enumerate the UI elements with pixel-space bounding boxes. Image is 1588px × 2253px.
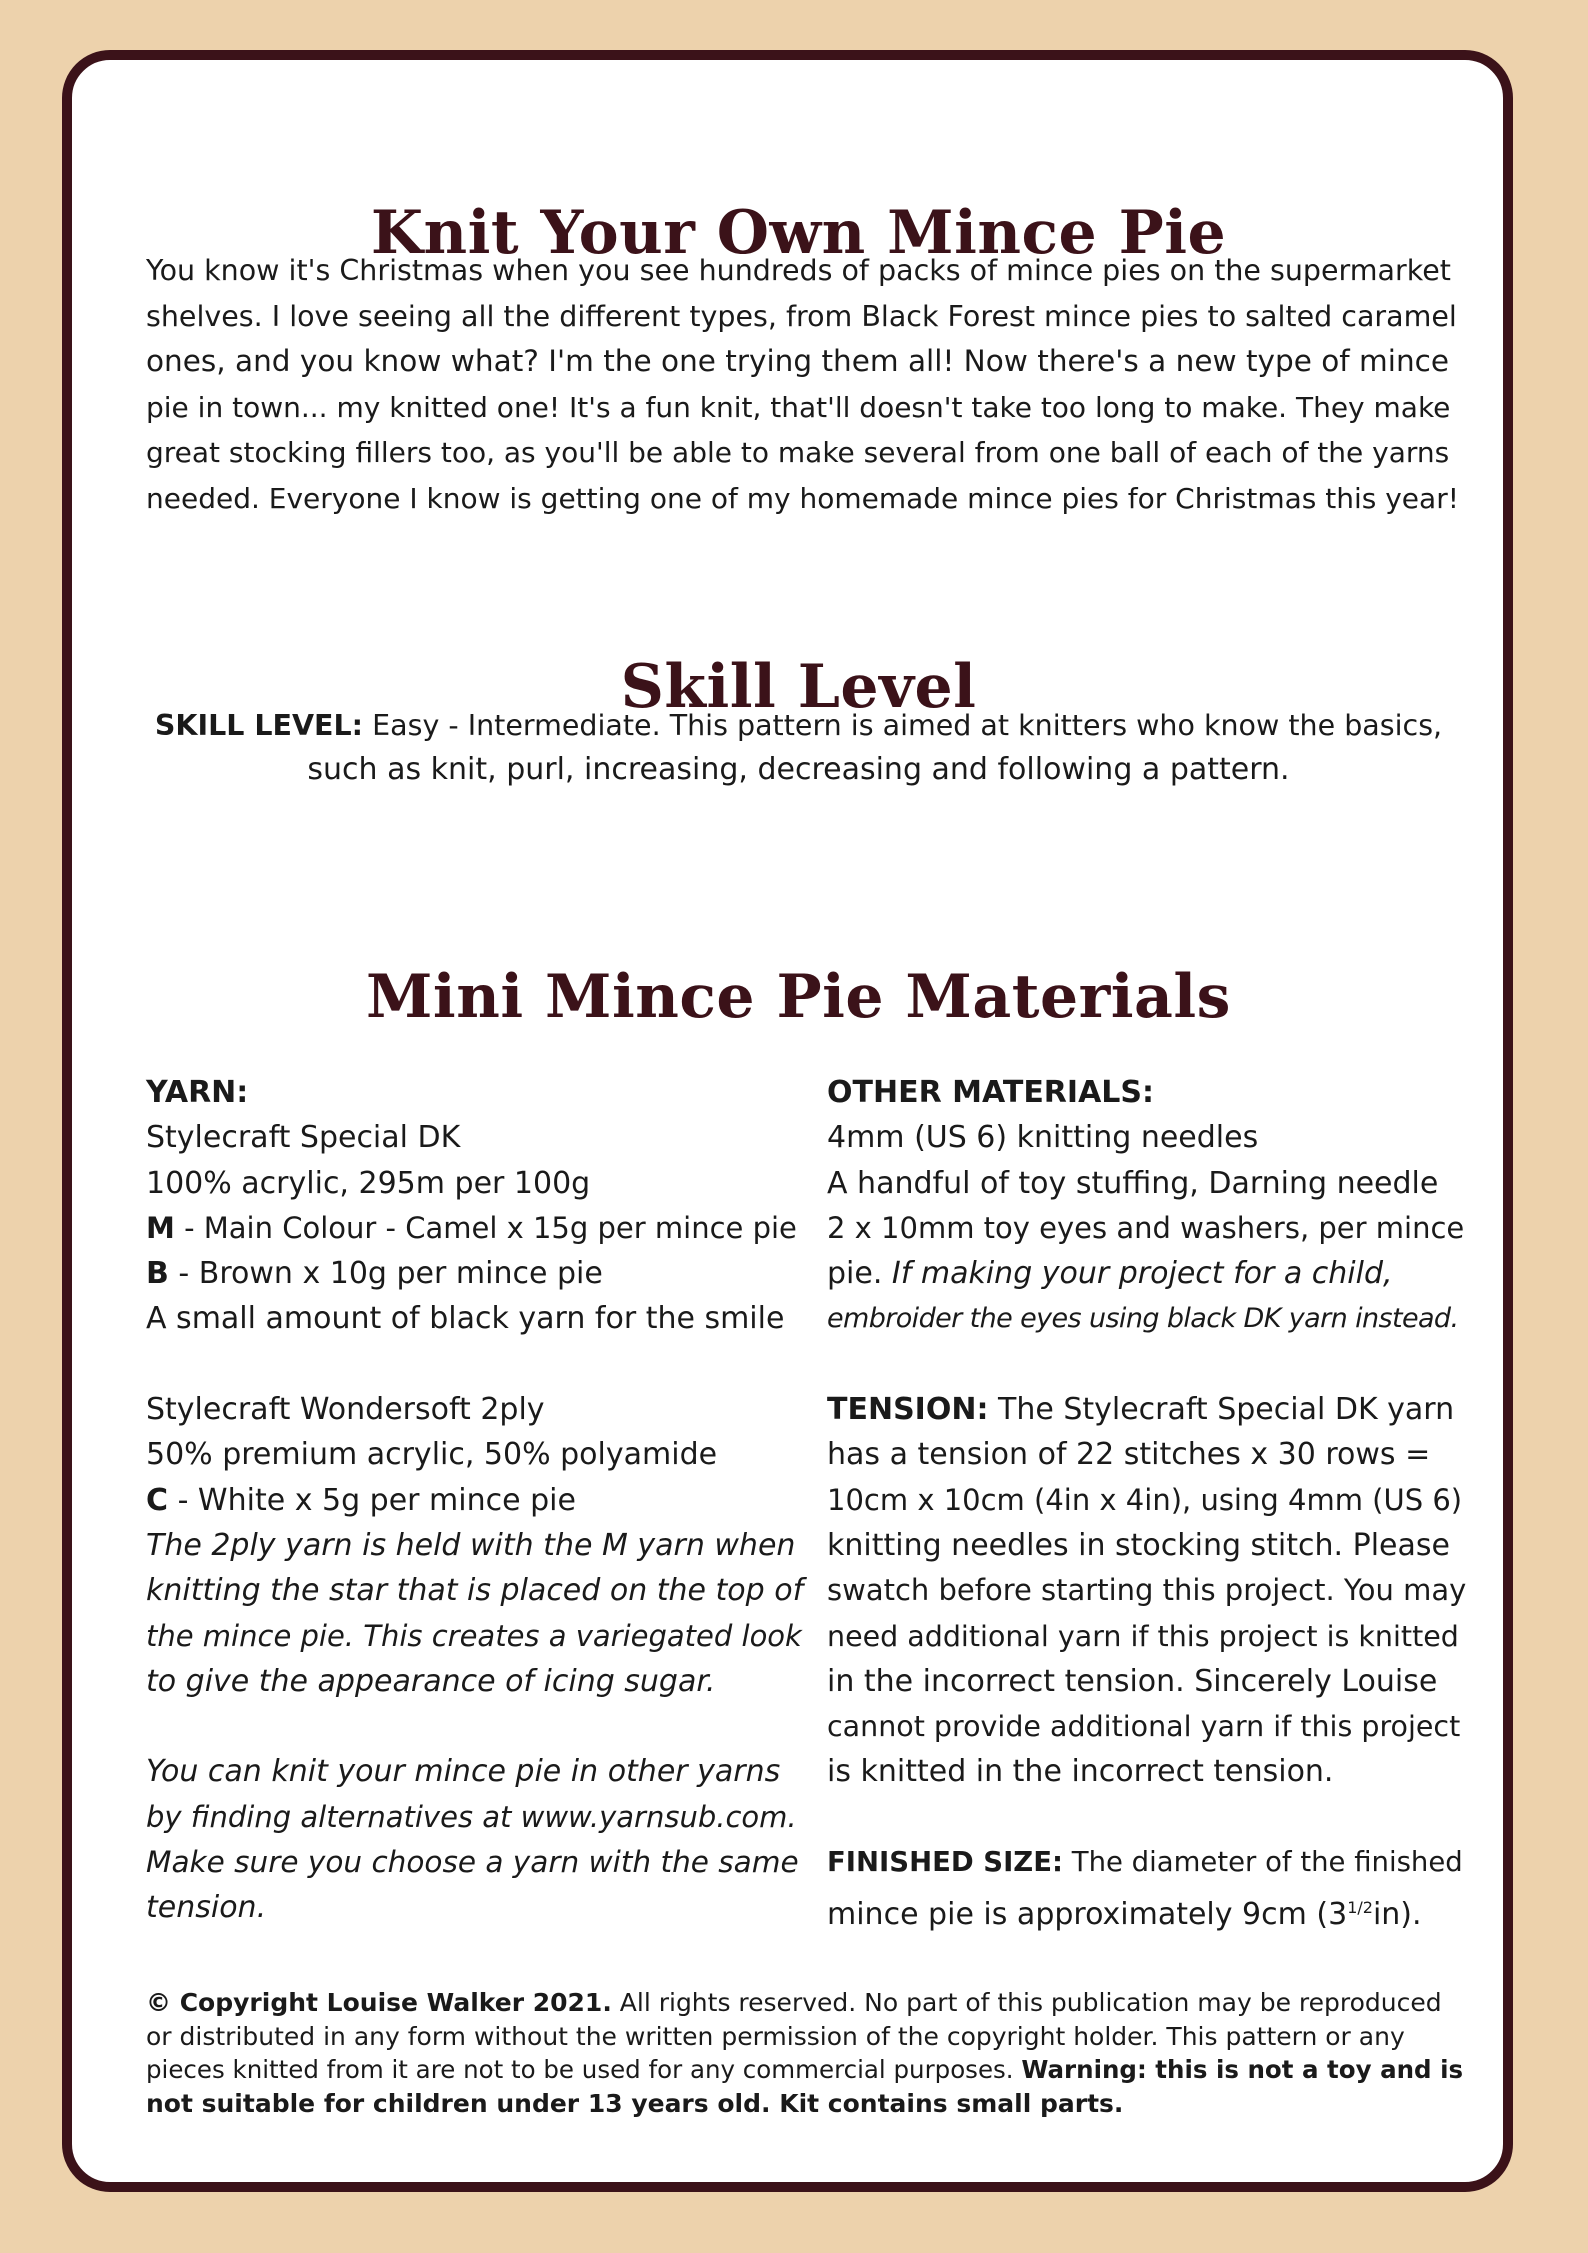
tension-line: need additional yarn if this project is knitted bbox=[827, 1619, 1459, 1653]
skill-line-2: such as knit, purl, increasing, decreasing and following a pattern. bbox=[307, 752, 1290, 787]
other-materials-column bbox=[827, 1070, 1467, 1931]
skill-level-label: SKILL LEVEL: bbox=[154, 709, 364, 742]
other-materials-line: A handful of toy stuffing, Darning needle bbox=[827, 1165, 1439, 1201]
yarn-alt-line: by finding alternatives at www.yarnsub.com. bbox=[146, 1799, 797, 1834]
tension-line: cannot provide additional yarn if this project bbox=[827, 1710, 1461, 1744]
finished-size-line bbox=[827, 1885, 1467, 1933]
tension-line: swatch before starting this project. You may bbox=[827, 1573, 1467, 1608]
finished-size-label: FINISHED SIZE: bbox=[827, 1846, 1064, 1879]
yarn-line: A small amount of black yarn for the smile bbox=[146, 1301, 785, 1337]
footer-text: All rights reserved. No part of this publication may be reproduced bbox=[611, 1988, 1442, 2017]
page-title: Knit Your Own Mince Pie bbox=[370, 198, 1227, 268]
yarn-line: Stylecraft Special DK bbox=[146, 1120, 461, 1156]
finished-size-unit: in). bbox=[1372, 1897, 1422, 1933]
safety-warning: not suitable for children under 13 years old. Kit contains small parts. bbox=[146, 2088, 1124, 2118]
footer-line bbox=[146, 2053, 1466, 2087]
skill-level-heading: Skill Level bbox=[620, 652, 977, 722]
intro-line: You know it's Christmas when you see hundreds of packs of mince pies on the supermarket bbox=[146, 254, 1451, 287]
yarn-note-line: The 2ply yarn is held with the M yarn when bbox=[146, 1527, 796, 1563]
finished-size-line bbox=[827, 1840, 1467, 1885]
skill-level-text bbox=[146, 704, 1451, 792]
intro-line: needed. Everyone I know is getting one of my homemade mince pies for Christmas this year! bbox=[146, 481, 1459, 515]
yarn-white bbox=[146, 1478, 806, 1523]
tension-line: 10cm x 10cm (4in x 4in), using 4mm (US 6) bbox=[827, 1482, 1463, 1517]
other-materials-text: pie. bbox=[827, 1256, 892, 1292]
child-note: If making your project for a child, bbox=[891, 1256, 1393, 1292]
finished-size-text: The diameter of the finished bbox=[1063, 1846, 1463, 1879]
footer-text: pieces knitted from it are not to be used for any commercial purposes. bbox=[146, 2055, 1022, 2084]
intro-line: shelves. I love seeing all the different types, from Black Forest mince pies to salted caramel bbox=[146, 299, 1457, 333]
other-materials-line: 4mm (US 6) knitting needles bbox=[827, 1120, 1259, 1156]
tension-label: TENSION: bbox=[827, 1392, 989, 1428]
yarn-alt-line: You can knit your mince pie in other yarns bbox=[146, 1754, 781, 1790]
yarn-key-c: C bbox=[146, 1482, 169, 1518]
yarn-note-line: to give the appearance of icing sugar. bbox=[146, 1663, 716, 1699]
yarn-b-text: - Brown x 10g per mince pie bbox=[168, 1256, 603, 1292]
copyright-holder: © Copyright Louise Walker 2021. bbox=[146, 1988, 612, 2017]
yarn-alt-line: tension. bbox=[146, 1890, 267, 1926]
tension-text: The Stylecraft Special DK yarn bbox=[988, 1392, 1455, 1428]
intro-paragraph bbox=[146, 248, 1466, 521]
footer-line bbox=[146, 2087, 1466, 2121]
other-materials-line bbox=[827, 1251, 1467, 1296]
footer-line bbox=[146, 1986, 1466, 2020]
tension-line bbox=[827, 1387, 1467, 1432]
yarn-line: Stylecraft Wondersoft 2ply bbox=[146, 1392, 545, 1428]
yarn-column bbox=[146, 1070, 806, 1931]
tension-line: knitting needles in stocking stitch. Please bbox=[827, 1527, 1450, 1563]
child-note-line: embroider the eyes using black DK yarn instead. bbox=[827, 1303, 1459, 1335]
yarn-note-line: knitting the star that is placed on the top of bbox=[146, 1573, 804, 1609]
skill-level-value: Easy - Intermediate. This pattern is aimed at knitters who know the basics, bbox=[363, 709, 1443, 742]
yarn-main-colour bbox=[146, 1206, 806, 1251]
other-materials-heading: OTHER MATERIALS: bbox=[827, 1075, 1155, 1110]
other-materials-line: 2 x 10mm toy eyes and washers, per mince bbox=[827, 1210, 1465, 1245]
yarn-note-line: the mince pie. This creates a variegated look bbox=[146, 1618, 802, 1653]
intro-line: pie in town... my knitted one! It's a fun knit, that'll doesn't take too long to make. They make bbox=[146, 390, 1451, 424]
yarn-heading: YARN: bbox=[146, 1075, 249, 1110]
pattern-card bbox=[62, 50, 1513, 2192]
footer-line: or distributed in any form without the written permission of the copyright holder. This pattern or any bbox=[146, 2021, 1405, 2051]
finished-size-fraction: 1/2 bbox=[1347, 1898, 1373, 1918]
yarn-line: 50% premium acrylic, 50% polyamide bbox=[146, 1437, 718, 1473]
tension-line: has a tension of 22 stitches x 30 rows = bbox=[827, 1437, 1431, 1473]
safety-warning: Warning: this is not a toy and is bbox=[1021, 2055, 1464, 2084]
intro-line: great stocking fillers too, as you'll be able to make several from one ball of each of the yarns bbox=[146, 436, 1450, 469]
skill-line-1 bbox=[146, 704, 1451, 748]
materials-heading: Mini Mince Pie Materials bbox=[366, 962, 1231, 1032]
finished-size-text: mince pie is approximately 9cm (3 bbox=[827, 1897, 1348, 1933]
intro-line: ones, and you know what? I'm the one trying them all! Now there's a new type of mince bbox=[146, 344, 1450, 378]
yarn-m-text: - Main Colour - Camel x 15g per mince pie bbox=[174, 1210, 797, 1245]
tension-line: in the incorrect tension. Sincerely Louise bbox=[827, 1663, 1438, 1699]
tension-line: is knitted in the incorrect tension. bbox=[827, 1754, 1334, 1790]
yarn-line: 100% acrylic, 295m per 100g bbox=[146, 1165, 591, 1201]
yarn-alt-line: Make sure you choose a yarn with the same bbox=[146, 1845, 799, 1880]
yarn-key-b: B bbox=[146, 1256, 169, 1292]
yarn-brown bbox=[146, 1251, 806, 1296]
yarn-key-m: M bbox=[146, 1210, 175, 1245]
copyright-footer bbox=[146, 1986, 1466, 2120]
yarn-c-text: - White x 5g per mince pie bbox=[168, 1482, 576, 1518]
